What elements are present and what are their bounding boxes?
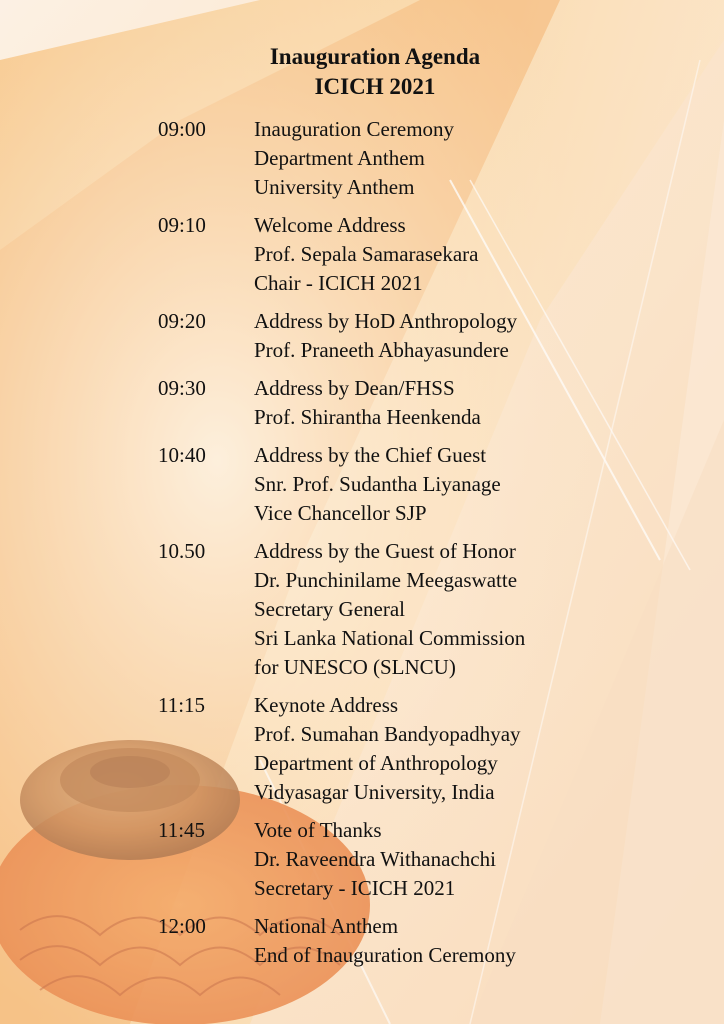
- agenda-item: [158, 115, 658, 202]
- agenda-time: 11:15: [158, 693, 206, 717]
- agenda-detail-line: Prof. Sepala Samarasekara: [254, 242, 479, 266]
- agenda-details: [254, 211, 479, 298]
- page-title: Inauguration Agenda: [269, 44, 481, 69]
- agenda-detail-line: Prof. Shirantha Heenkenda: [254, 405, 481, 429]
- agenda-details: [254, 441, 501, 528]
- agenda-item: [158, 211, 658, 298]
- agenda-detail-line: Secretary - ICICH 2021: [254, 876, 456, 900]
- agenda-detail-line: Prof. Praneeth Abhayasundere: [254, 338, 509, 362]
- agenda-details: [254, 374, 481, 432]
- page-subtitle: ICICH 2021: [314, 74, 436, 99]
- agenda-detail-line: Snr. Prof. Sudantha Liyanage: [254, 472, 501, 496]
- agenda-details: [254, 816, 496, 903]
- agenda-time: 09:10: [158, 213, 206, 237]
- agenda-details: [254, 537, 525, 682]
- agenda-detail-line: Keynote Address: [254, 693, 399, 717]
- agenda-item: [158, 307, 658, 365]
- agenda-detail-line: Sri Lanka National Commission: [254, 626, 526, 650]
- agenda-time: 09:30: [158, 376, 206, 400]
- agenda-time: 11:45: [158, 818, 206, 842]
- agenda-item: [158, 441, 658, 528]
- agenda-detail-line: Vice Chancellor SJP: [254, 501, 427, 525]
- agenda-details: [254, 912, 516, 970]
- agenda-detail-line: Vidyasagar University, India: [254, 780, 495, 804]
- agenda-item: [158, 816, 658, 903]
- agenda-time: 09:20: [158, 309, 206, 333]
- agenda-detail-line: Department Anthem: [254, 146, 425, 170]
- agenda-time: 10.50: [158, 539, 206, 563]
- agenda-detail-line: Vote of Thanks: [254, 818, 382, 842]
- agenda-detail-line: End of Inauguration Ceremony: [254, 943, 516, 967]
- agenda-detail-line: Address by the Guest of Honor: [254, 539, 516, 563]
- agenda-detail-line: Dr. Raveendra Withanachchi: [254, 847, 496, 871]
- agenda-details: [254, 115, 454, 202]
- agenda-detail-line: Inauguration Ceremony: [254, 117, 455, 141]
- agenda-detail-line: Address by Dean/FHSS: [254, 376, 455, 400]
- agenda-detail-line: University Anthem: [254, 175, 415, 199]
- agenda-detail-line: Dr. Punchinilame Meegaswatte: [254, 568, 518, 592]
- agenda-detail-line: Address by the Chief Guest: [254, 443, 487, 467]
- agenda-detail-line: Welcome Address: [254, 213, 406, 237]
- agenda-time: 10:40: [158, 443, 206, 467]
- agenda-detail-line: Chair - ICICH 2021: [254, 271, 423, 295]
- agenda-item: [158, 691, 658, 807]
- agenda-item: [158, 537, 658, 682]
- agenda-detail-line: Department of Anthropology: [254, 751, 498, 775]
- agenda-detail-line: Address by HoD Anthropology: [254, 309, 518, 333]
- agenda-item: [158, 912, 658, 970]
- agenda-time: 12:00: [158, 914, 206, 938]
- agenda-detail-line: Secretary General: [254, 597, 405, 621]
- agenda-item: [158, 374, 658, 432]
- agenda-detail-line: Prof. Sumahan Bandyopadhyay: [254, 722, 521, 746]
- agenda-detail-line: for UNESCO (SLNCU): [254, 655, 456, 679]
- agenda-time: 09:00: [158, 117, 206, 141]
- agenda-details: [254, 691, 521, 807]
- agenda-details: [254, 307, 517, 365]
- agenda-detail-line: National Anthem: [254, 914, 399, 938]
- agenda-list: [158, 115, 658, 979]
